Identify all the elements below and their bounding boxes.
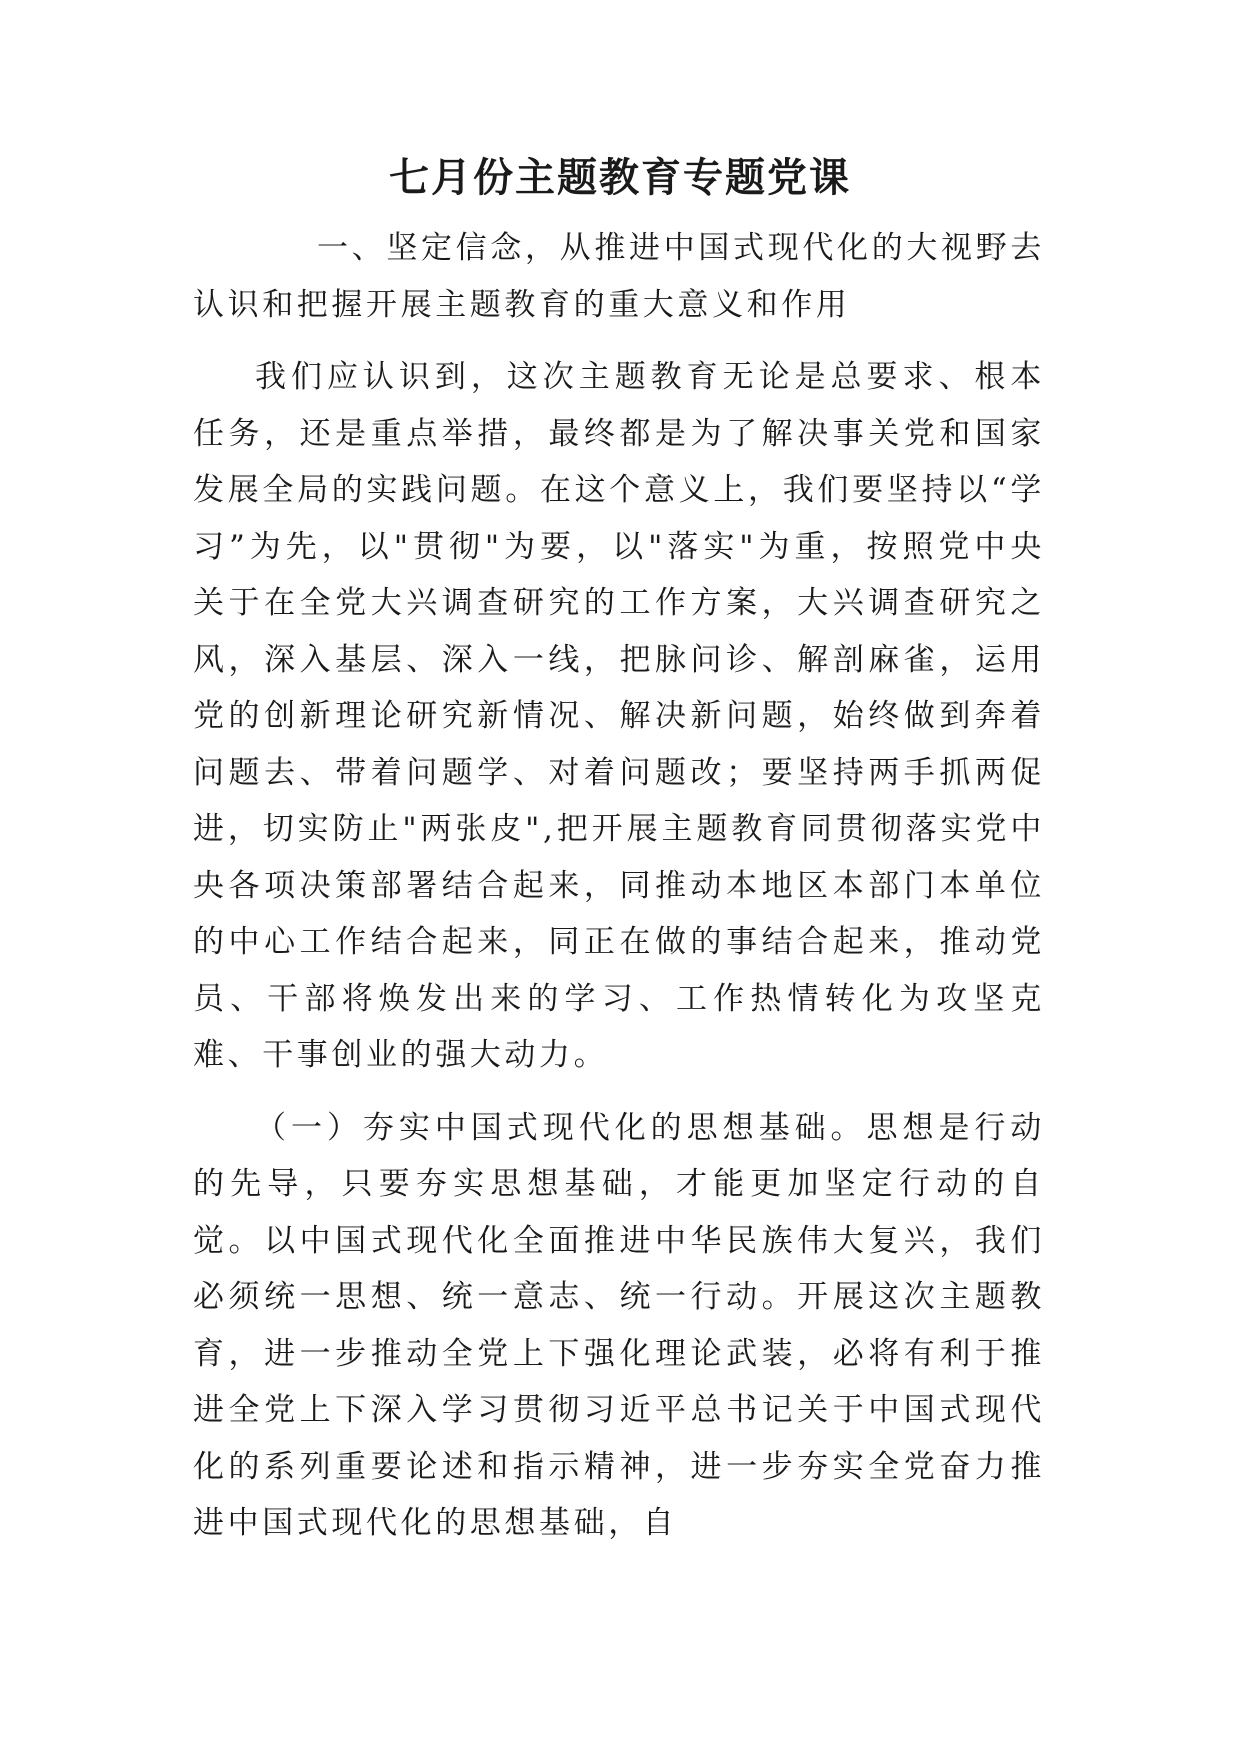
body-paragraph: （一）夯实中国式现代化的思想基础。思想是行动的先导，只要夯实思想基础，才能更加坚定行动的自觉。以中国式现代化全面推进中华民族伟大复兴，我们必须统一思想、统一意志、统一行动。开展这次主题教育，进一步推动全党上下强化理论武装，必将有利于推进全党上下深入学习贯彻习近平总书记关于中国式现代化的系列重要论述和指示精神，进一步夯实全党奋力推进中国式现代化的思想基础，自 bbox=[193, 1109, 1045, 1541]
document-body bbox=[193, 220, 1045, 1552]
section-heading: 一、坚定信念，从推进中国式现代化的大视野去认识和把握开展主题教育的重大意义和作用 bbox=[193, 230, 1045, 323]
body-paragraph: 我们应认识到，这次主题教育无论是总要求、根本任务，还是重点举措，最终都是为了解决事关党和国家发展全局的实践问题。在这个意义上，我们要坚持以“学习”为先，以"贯彻"为要，以"落实"为重，按照党中央关于在全党大兴调查研究的工作方案，大兴调查研究之风，深入基层、深入一线，把脉问诊、解剖麻雀，运用党的创新理论研究新情况、解决新问题，始终做到奔着问题去、带着问题学、对着问题改；要坚持两手抓两促进，切实防止"两张皮",把开展主题教育同贯彻落实党中央各项决策部署结合起来，同推动本地区本部门本单位的中心工作结合起来，同正在做的事结合起来，推动党员、干部将焕发出来的学习、工作热情转化为攻坚克难、干事创业的强大动力。 bbox=[193, 359, 1045, 1073]
document-title: 七月份主题教育专题党课 bbox=[389, 155, 851, 201]
